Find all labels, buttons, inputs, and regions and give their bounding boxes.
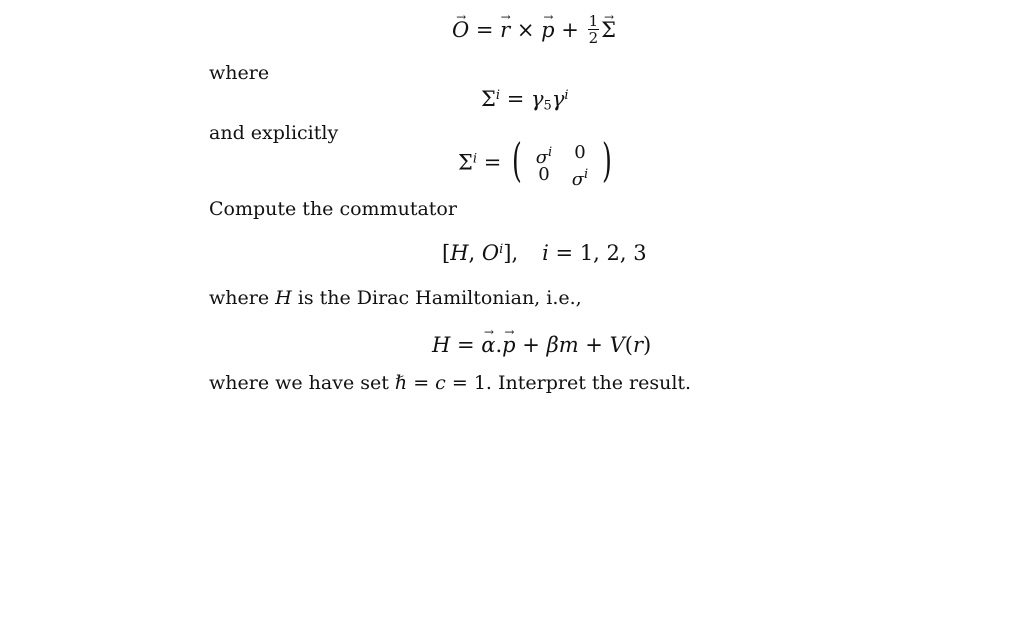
equals-sign: = bbox=[469, 18, 501, 42]
vector-Sigma: → Σ bbox=[601, 17, 616, 43]
vector-O: → O bbox=[452, 17, 469, 43]
dot: . bbox=[495, 333, 503, 357]
equation-dirac-hamiltonian bbox=[432, 332, 651, 358]
vector-r: → r bbox=[500, 17, 510, 43]
matrix bbox=[508, 133, 616, 191]
plus-sign: + bbox=[554, 18, 586, 42]
beta-symbol: β bbox=[546, 333, 559, 357]
vector-p: → p bbox=[541, 17, 554, 43]
matrix-cell-21: 0 bbox=[538, 164, 550, 185]
right-parenthesis: ) bbox=[601, 133, 612, 187]
superscript-i-2: i bbox=[564, 87, 569, 103]
fraction-one-half bbox=[588, 13, 600, 46]
equation-sigma-definition bbox=[481, 86, 569, 112]
equals-sign: = bbox=[477, 150, 508, 175]
plus-sign-2: + bbox=[578, 333, 610, 357]
vector-alpha: → α bbox=[481, 332, 495, 358]
equals-sign: = bbox=[450, 333, 482, 357]
speed-of-light-c: c bbox=[435, 372, 446, 394]
matrix-cell-11: $\sigma^i$ bbox=[535, 145, 553, 169]
matrix-cell-12: 0 bbox=[574, 142, 586, 163]
potential-V: V bbox=[609, 333, 625, 357]
text-compute-the-commutator: Compute the commutator bbox=[209, 198, 457, 220]
superscript-i: i bbox=[472, 151, 478, 167]
index-range: = 1, 2, 3 bbox=[548, 241, 647, 265]
fraction-numerator: 1 bbox=[588, 12, 599, 30]
left-parenthesis: ( bbox=[512, 133, 522, 187]
fraction-denominator: 2 bbox=[588, 29, 599, 47]
gamma-symbol-2: γ bbox=[551, 87, 565, 111]
sigma-symbol: Σ bbox=[458, 150, 473, 175]
equation-angular-momentum bbox=[452, 12, 616, 48]
matrix-cell-22: $\sigma^i$ bbox=[571, 167, 589, 191]
equation-sigma-matrix bbox=[458, 133, 616, 191]
hamiltonian-H: H bbox=[432, 333, 451, 357]
hbar-symbol: ℏ bbox=[394, 372, 408, 394]
open-bracket: [ bbox=[442, 241, 451, 265]
text-final-sentence: where we have set ℏ = c = 1. Interpret the result. bbox=[209, 372, 692, 394]
radius-r: r bbox=[632, 333, 643, 357]
text-where: where bbox=[209, 62, 270, 84]
text-and-explicitly: and explicitly bbox=[209, 122, 339, 144]
equals-sign: = bbox=[500, 87, 531, 111]
times-sign: × bbox=[510, 18, 542, 42]
plus-sign: + bbox=[515, 333, 547, 357]
gamma-symbol: γ bbox=[530, 87, 544, 111]
sigma-symbol: Σ bbox=[481, 87, 496, 111]
subscript-5: 5 bbox=[543, 98, 552, 114]
vector-p: → p bbox=[502, 332, 515, 358]
right-paren: ) bbox=[643, 333, 652, 357]
index-i: i bbox=[542, 241, 549, 265]
equation-commutator bbox=[442, 240, 647, 266]
mass-m: m bbox=[558, 333, 579, 357]
hamiltonian-H: H bbox=[450, 241, 469, 265]
operator-O: O bbox=[481, 241, 500, 265]
left-paren: ( bbox=[624, 333, 633, 357]
matrix-body bbox=[526, 142, 598, 191]
superscript-i: i bbox=[495, 87, 501, 103]
text-where-H: where H is the Dirac Hamiltonian, i.e., bbox=[209, 287, 582, 309]
superscript-i: i bbox=[499, 241, 504, 257]
variable-H: H bbox=[275, 287, 292, 309]
comma: , bbox=[468, 241, 482, 265]
close-bracket: ], bbox=[503, 241, 519, 265]
